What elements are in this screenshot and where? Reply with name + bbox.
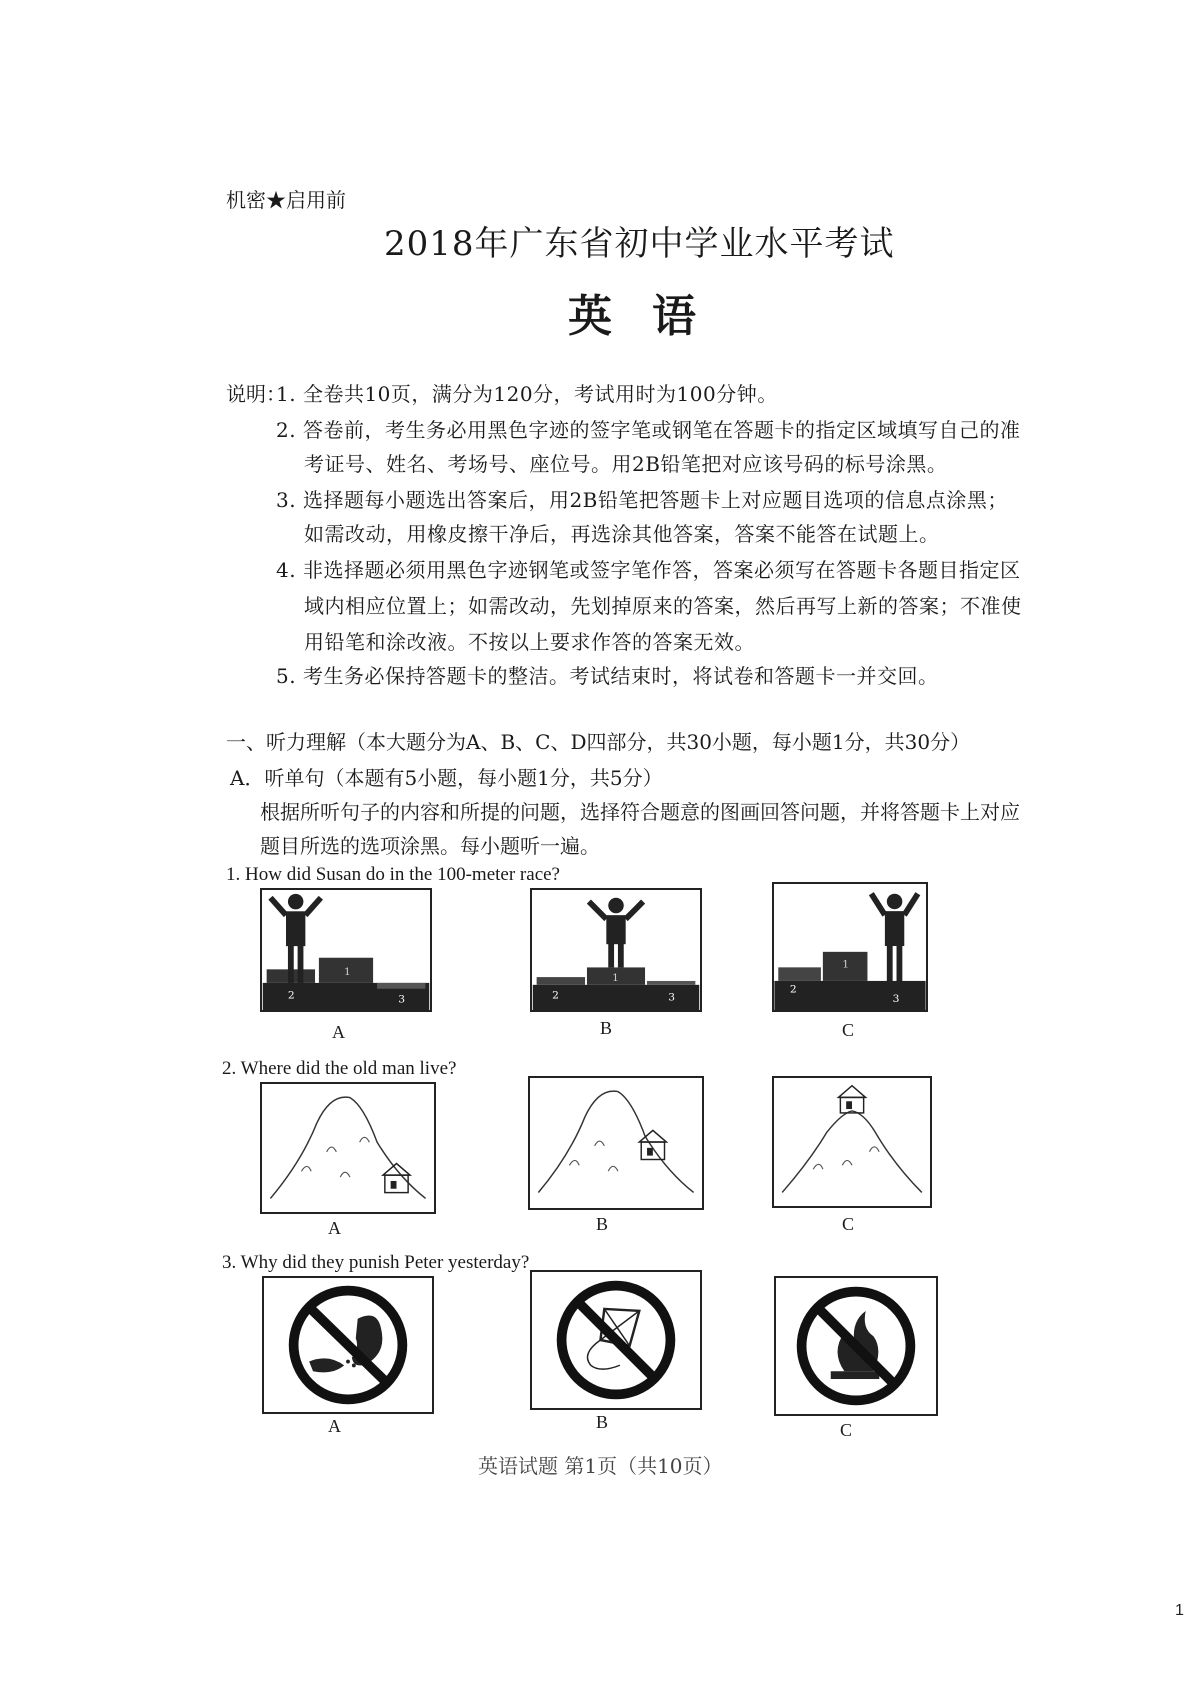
podium-label: 2: [789, 982, 797, 996]
q2-option-c-image: [772, 1076, 932, 1208]
part-a-heading: A．听单句（本题有5小题，每小题1分，共5分）: [230, 766, 663, 790]
exam-title: 2018年广东省初中学业水平考试: [384, 224, 895, 264]
podium-label: 3: [668, 990, 676, 1004]
q2-option-c-label: C: [842, 1214, 855, 1234]
podium-winner-left-icon: [262, 890, 430, 1010]
q1-option-a-label: A: [332, 1022, 345, 1042]
q3-option-b-label: B: [596, 1412, 609, 1432]
podium-label: 1: [344, 965, 351, 979]
question-1-text: 1. How did Susan do in the 100-meter race?: [226, 864, 560, 885]
q1-option-c-label: C: [842, 1020, 855, 1040]
podium-label: 1: [612, 970, 619, 984]
instruction-line: 如需改动，用橡皮擦干净后，再选涂其他答案，答案不能答在试题上。: [304, 522, 940, 546]
no-campfire-sign-icon: [776, 1278, 936, 1414]
part-a-description: 根据所听句子的内容和所提的问题，选择符合题意的图画回答问题，并将答题卡上对应: [260, 800, 1020, 824]
instruction-line: 1. 全卷共10页，满分为120分，考试用时为100分钟。: [276, 382, 778, 406]
no-kite-flying-sign-icon: [532, 1272, 700, 1408]
q2-option-a-image: [260, 1082, 436, 1214]
q1-option-b-image: [530, 888, 702, 1012]
q2-option-a-label: A: [328, 1218, 341, 1238]
section-heading: 一、听力理解（本大题分为A、B、C、D四部分，共30小题，每小题1分，共30分）: [226, 730, 971, 754]
part-a-description: 题目所选的选项涂黑。每小题听一遍。: [260, 834, 600, 858]
q1-option-a-image: [260, 888, 432, 1012]
instruction-line: 3. 选择题每小题选出答案后，用2B铅笔把答题卡上对应题目选项的信息点涂黑；: [276, 488, 1008, 512]
mountain-house-halfway-icon: [530, 1078, 702, 1208]
no-feeding-sign-icon: [264, 1278, 432, 1412]
instruction-line: 5. 考生务必保持答题卡的整洁。考试结束时，将试卷和答题卡一并交回。: [276, 664, 939, 688]
podium-label: 2: [552, 988, 559, 1002]
q3-option-a-image: [262, 1276, 434, 1414]
podium-label: 3: [398, 992, 406, 1006]
mountain-house-top-icon: [774, 1078, 930, 1206]
podium-winner-right-icon: [774, 884, 926, 1010]
page-footer: 英语试题 第1页（共10页）: [478, 1454, 723, 1478]
page-number: 1: [1175, 1602, 1184, 1619]
instructions-label: 说明：: [226, 382, 286, 406]
instruction-line: 2. 答卷前，考生务必用黑色字迹的签字笔或钢笔在答题卡的指定区域填写自己的准: [276, 418, 1021, 442]
instruction-line: 4. 非选择题必须用黑色字迹钢笔或签字笔作答，答案必须写在答题卡各题目指定区: [276, 558, 1021, 582]
podium-label: 2: [287, 988, 295, 1002]
q3-option-c-label: C: [840, 1420, 853, 1440]
podium-label: 3: [892, 992, 900, 1006]
confidential-label: 机密★启用前: [226, 188, 346, 212]
podium-label: 1: [842, 957, 850, 971]
podium-winner-center-icon: [532, 890, 700, 1010]
q1-option-b-label: B: [600, 1018, 613, 1038]
instruction-line: 域内相应位置上；如需改动，先划掉原来的答案，然后再写上新的答案；不准使: [304, 594, 1022, 618]
instruction-line: 用铅笔和涂改液。不按以上要求作答的答案无效。: [304, 630, 755, 654]
q2-option-b-label: B: [596, 1214, 609, 1234]
mountain-house-foot-icon: [262, 1084, 434, 1212]
instruction-line: 考证号、姓名、考场号、座位号。用2B铅笔把对应该号码的标号涂黑。: [304, 452, 948, 476]
question-3-text: 3. Why did they punish Peter yesterday?: [222, 1252, 530, 1273]
q1-option-c-image: [772, 882, 928, 1012]
question-2-text: 2. Where did the old man live?: [222, 1058, 457, 1079]
q3-option-a-label: A: [328, 1416, 341, 1436]
q3-option-c-image: [774, 1276, 938, 1416]
subject-title: 英语: [568, 291, 736, 342]
q3-option-b-image: [530, 1270, 702, 1410]
q2-option-b-image: [528, 1076, 704, 1210]
